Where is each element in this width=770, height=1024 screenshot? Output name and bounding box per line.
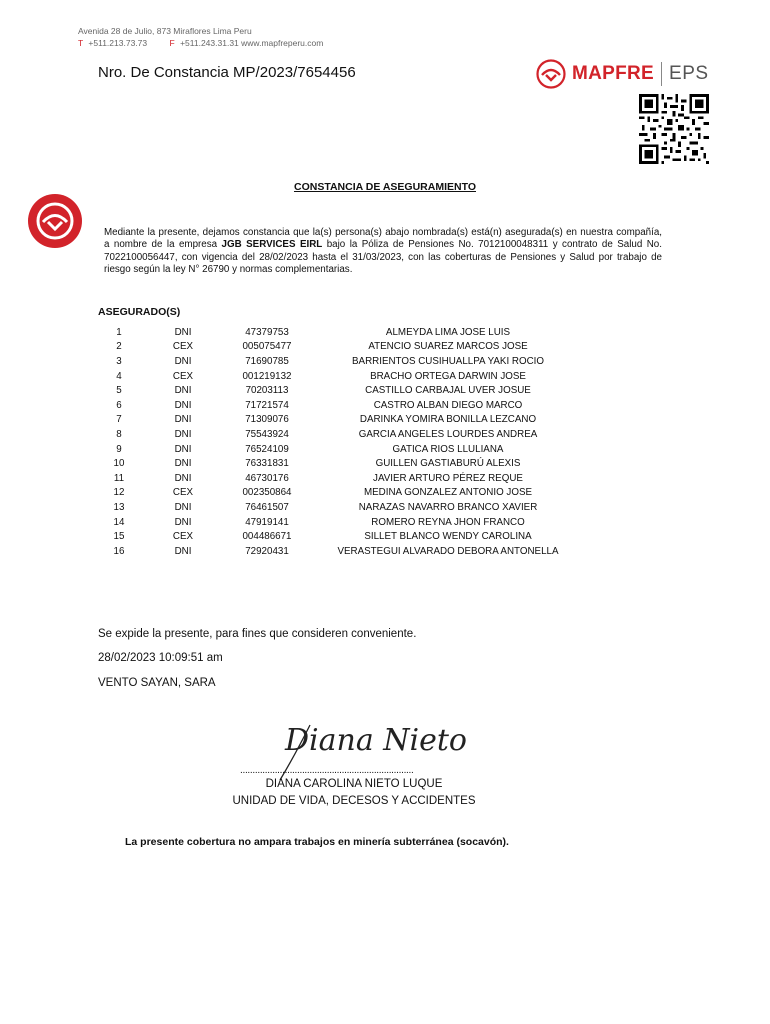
- insured-name: BRACHO ORTEGA DARWIN JOSE: [370, 370, 526, 382]
- insured-row: [90, 369, 580, 384]
- division-name: EPS: [669, 63, 709, 84]
- doc-number: 47919141: [245, 516, 289, 528]
- doc-number: 72920431: [245, 545, 289, 557]
- insured-name: NARAZAS NAVARRO BRANCO XAVIER: [358, 501, 538, 513]
- insured-row: [90, 340, 580, 355]
- insured-name: CASTRO ALBAN DIEGO MARCO: [373, 399, 523, 411]
- doc-type: DNI: [174, 414, 192, 426]
- signature-text: Diana Nieto: [285, 723, 467, 758]
- insured-row: [90, 354, 580, 369]
- insured-row: [90, 456, 580, 471]
- doc-number: 75543924: [245, 428, 289, 440]
- doc-number: 004486671: [242, 531, 292, 543]
- row-number: 2: [116, 341, 122, 353]
- insured-row: [90, 544, 580, 559]
- intro-paragraph: [104, 227, 662, 276]
- issuer-name: VENTO SAYAN, SARA: [98, 677, 216, 689]
- logo-divider: [661, 62, 662, 86]
- insured-name: BARRIENTOS CUSIHUALLPA YAKI ROCIO: [352, 355, 544, 367]
- insured-name: JAVIER ARTURO PÉREZ REQUE: [373, 472, 523, 484]
- doc-number: 005075477: [242, 341, 292, 353]
- doc-type: DNI: [174, 516, 192, 528]
- insured-row: [90, 325, 580, 340]
- doc-type: CEX: [172, 370, 194, 382]
- row-number: 15: [113, 531, 125, 543]
- row-number: 5: [116, 385, 122, 397]
- row-number: 3: [116, 355, 122, 367]
- doc-type: DNI: [174, 385, 192, 397]
- doc-number: 47379753: [245, 326, 289, 338]
- doc-type: CEX: [172, 487, 194, 499]
- row-number: 7: [116, 414, 122, 426]
- certificate-number: Nro. De Constancia MP/2023/7654456: [98, 64, 356, 81]
- signature-line: ......................................................................: [240, 765, 414, 776]
- qr-code: [637, 94, 711, 164]
- brand-name: MAPFRE: [572, 63, 655, 84]
- row-number: 16: [113, 545, 125, 557]
- coverage-exclusion-note: La presente cobertura no ampara trabajos en minería subterránea (socavón).: [125, 836, 509, 848]
- insured-row: [90, 486, 580, 501]
- mapfre-emblem-icon: [28, 194, 82, 248]
- intro-text-part1: Mediante la presente, dejamos constancia que la(s) persona(s) abajo nombrada(s) está(n) asegurada(s) en nuestra compañía, a nombre de la empresa: [104, 227, 662, 251]
- mapfre-eps-logo: [536, 58, 709, 90]
- doc-type: DNI: [174, 472, 192, 484]
- row-number: 10: [113, 458, 125, 470]
- row-number: 11: [113, 472, 125, 484]
- insured-name: ATENCIO SUAREZ MARCOS JOSE: [368, 341, 528, 353]
- doc-type: CEX: [172, 341, 194, 353]
- doc-number: 76524109: [245, 443, 289, 455]
- fax-label: F: [169, 38, 175, 48]
- signer-name: DIANA CAROLINA NIETO LUQUE: [265, 778, 443, 790]
- insured-name: DARINKA YOMIRA BONILLA LEZCANO: [359, 414, 537, 426]
- company-name: JGB SERVICES EIRL: [221, 239, 323, 251]
- address-line: Avenida 28 de Julio, 873 Miraflores Lima Peru: [78, 26, 252, 36]
- intro-text-part2: bajo la Póliza de Pensiones No. 7012100048311 y contrato de Salud No. 7022100056447, con vigencia del 28/02/2023 hasta el 31/03/2023, con las coberturas de Pensiones y Salud por trabajo de riesgo según la ley N° 26790 y normas complementarias.: [104, 239, 662, 275]
- insured-row: [90, 471, 580, 486]
- insured-row: [90, 442, 580, 457]
- row-number: 6: [116, 399, 122, 411]
- insured-name: SILLET BLANCO WENDY CAROLINA: [364, 531, 532, 543]
- insured-table: [90, 325, 580, 559]
- company-address-block: [78, 25, 323, 49]
- insured-name: CASTILLO CARBAJAL UVER JOSUE: [365, 385, 531, 397]
- insured-name: GATICA RIOS LLULIANA: [392, 443, 504, 455]
- doc-number: 46730176: [245, 472, 289, 484]
- row-number: 9: [116, 443, 122, 455]
- insured-name: MEDINA GONZALEZ ANTONIO JOSE: [363, 487, 533, 499]
- doc-type: DNI: [174, 458, 192, 470]
- insured-row: [90, 413, 580, 428]
- doc-type: DNI: [174, 326, 192, 338]
- contact-line: [78, 37, 323, 49]
- doc-number: 71690785: [245, 355, 289, 367]
- row-number: 13: [113, 501, 125, 513]
- row-number: 12: [113, 487, 125, 499]
- doc-type: DNI: [174, 443, 192, 455]
- doc-type: DNI: [174, 399, 192, 411]
- doc-number: 76461507: [245, 501, 289, 513]
- issue-datetime: 28/02/2023 10:09:51 am: [98, 652, 223, 664]
- mapfre-emblem-badge: [28, 194, 82, 248]
- doc-type: DNI: [174, 545, 192, 557]
- insured-row: [90, 515, 580, 530]
- phone-label: T: [78, 38, 84, 48]
- doc-number: 70203113: [245, 385, 289, 397]
- signer-unit: UNIDAD DE VIDA, DECESOS Y ACCIDENTES: [232, 795, 476, 807]
- insured-name: GUILLEN GASTIABURÚ ALEXIS: [375, 458, 521, 470]
- doc-number: 76331831: [245, 458, 289, 470]
- closing-statement: Se expide la presente, para fines que consideren conveniente.: [98, 628, 417, 640]
- row-number: 4: [116, 370, 122, 382]
- insured-row: [90, 529, 580, 544]
- document-title: CONSTANCIA DE ASEGURAMIENTO: [293, 181, 476, 193]
- insured-name: ALMEYDA LIMA JOSE LUIS: [385, 326, 511, 338]
- doc-type: DNI: [174, 428, 192, 440]
- row-number: 8: [116, 428, 122, 440]
- insured-row: [90, 398, 580, 413]
- doc-type: DNI: [174, 501, 192, 513]
- insured-heading: ASEGURADO(S): [98, 306, 181, 318]
- doc-number: 71309076: [245, 414, 289, 426]
- phone-number: +511.213.73.73: [88, 38, 148, 48]
- fax-and-website: +511.243.31.31 www.mapfreperu.com: [180, 38, 324, 48]
- row-number: 1: [116, 326, 122, 338]
- mapfre-emblem-icon: [536, 59, 566, 89]
- insured-row: [90, 500, 580, 515]
- insured-row: [90, 427, 580, 442]
- insured-name: ROMERO REYNA JHON FRANCO: [371, 516, 525, 528]
- insured-name: GARCIA ANGELES LOURDES ANDREA: [358, 428, 538, 440]
- row-number: 14: [113, 516, 125, 528]
- doc-type: CEX: [172, 531, 194, 543]
- doc-number: 71721574: [245, 399, 289, 411]
- doc-type: DNI: [174, 355, 192, 367]
- doc-number: 001219132: [242, 370, 292, 382]
- doc-number: 002350864: [242, 487, 292, 499]
- insured-row: [90, 383, 580, 398]
- insured-name: VERASTEGUI ALVARADO DEBORA ANTONELLA: [337, 545, 559, 557]
